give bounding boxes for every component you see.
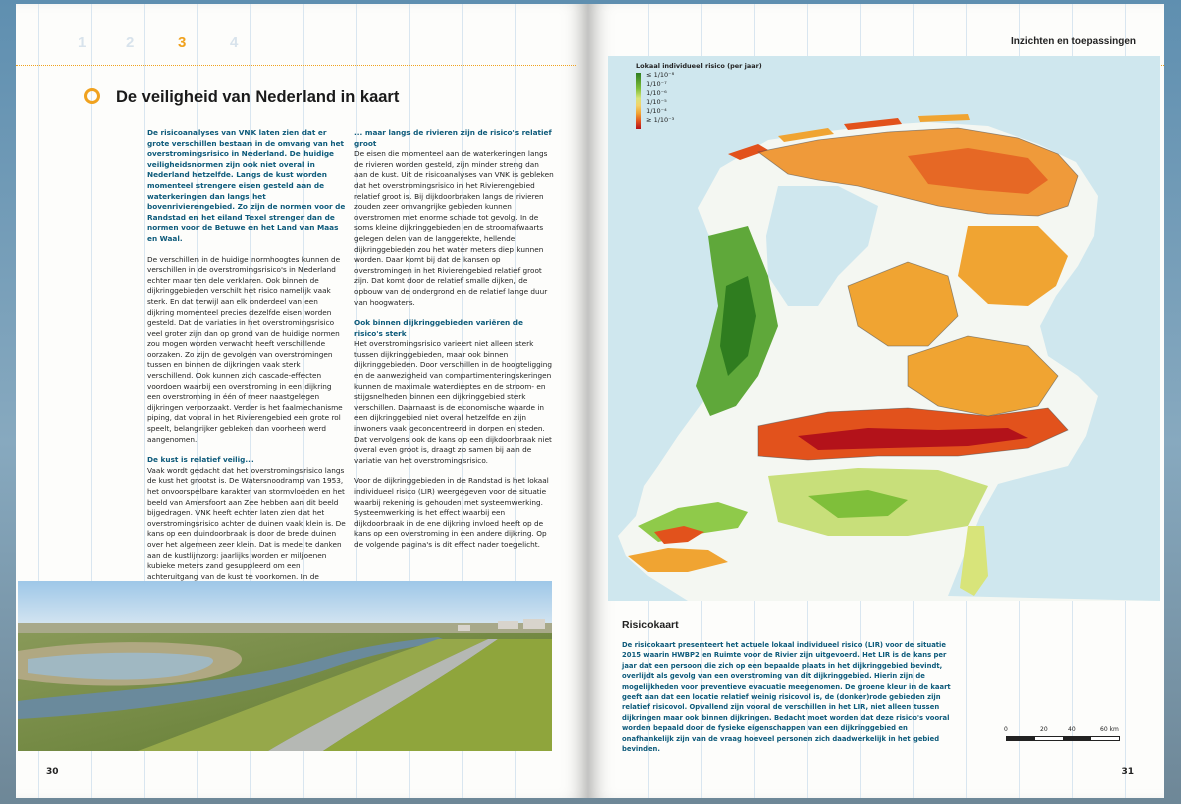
lead-paragraph: De risicoanalyses van VNK laten zien dat er grote verschillen bestaan in de omvang van het overstromingsrisico in Nederland. De huidige veiligheidsnormen zijn ook niet overal in Nederland hetzelfde. Langs de kust worden momenteel strengere eisen gesteld aan de waterkeringen dan langs het bovenrivierengebied. Zo zijn de normen voor de Randstad en het eiland Texel strenger dan de normen voor de Betuwe en het Land van Maas en Waal. [147,128,346,243]
left-page [16,4,588,798]
body-paragraph: Het overstromingsrisico varieert niet alleen sterk tussen dijkringgebieden, maar ook binnen dijkringgebieden. Door verschillen in de hoogteligging en de aanwezigheid van compartimenteringskeringen kunnen de maximale waterdieptes en de stroom- en stijgsnelheden binnen een dijkringgebied sterk verschillen. Daarnaast is de economische waarde in een dijkringgebied niet overal hetzelfde en zijn inwoners vaak geconcentreerd in dorpen en steden. Dat vervolgens ook de kans op een dijkdoorbraak niet overal even groot is, draagt zo samen bij aan de variatie van het overstromingsrisico. [354,339,553,465]
page-number: 31 [1121,767,1134,777]
section-title: Risicokaart [622,619,679,631]
legend-tick: 1/10⁻⁶ [646,89,667,97]
legend-tick: ≥ 1/10⁻³ [646,116,675,124]
legend-title: Lokaal individueel risico (per jaar) [636,62,762,70]
page-number: 30 [46,767,59,777]
page-title: De veiligheid van Nederland in kaart [116,88,400,106]
chapter-number: 4 [230,34,239,51]
text-column-1 [147,128,347,635]
chapter-number-active: 3 [178,34,187,51]
section-header: Inzichten en toepassingen [1010,36,1136,47]
chapter-number: 1 [78,34,87,51]
legend-tick: 1/10⁻⁴ [646,107,667,115]
body-paragraph: De eisen die momenteel aan de waterkeringen langs de rivieren worden gesteld, zijn minder streng dan aan de kust. Uit de risicoanalyses van VNK is gebleken dat het overstromingsrisico in het Rivierengebied relatief groot is. Bij dijkdoorbraken langs de rivieren zouden zeer omvangrijke gebieden kunnen overstromen met enorme schade tot gevolg. In de soms kleine dijkringgebieden en de stroomafwaarts gelegen delen van de langgerekte, hellende dijkringgebieden zou het water meters diep kunnen worden. Daar komt bij dat de kansen op overstromingen in het Rivierengebied relatief groot zijn. Dat komt door de relatief smalle dijken, de opbouw van de ondergrond en de relatief lange duur van hoogwaters. [354,149,554,307]
legend-color-bar [636,73,641,129]
legend-tick: 1/10⁻⁷ [646,80,667,88]
scale-label: 60 km [1100,726,1119,733]
scale-label: 20 [1040,726,1048,733]
right-page [588,4,1164,798]
legend-tick: ≤ 1/10⁻⁸ [646,71,675,79]
chapter-number: 2 [126,34,135,51]
landscape-photo [18,581,552,751]
body-paragraph: Voor de dijkringgebieden in de Randstad is het lokaal individueel risico (LIR) weergegeven voor de situatie waarbij rekening is gehouden met systeemwerking. Systeemwerking is het effect waarbij een dijkdoorbraak in de ene dijkring invloed heeft op de kans op een overstroming in een andere dijkring. Op de volgende pagina's is dit effect nader toegelicht. [354,476,549,549]
scale-label: 40 [1068,726,1076,733]
risk-map [608,56,1160,601]
text-column-2 [354,128,554,561]
map-legend [636,62,762,129]
legend-tick: 1/10⁻⁵ [646,98,667,106]
title-ring-icon [84,88,100,104]
subheading: Ook binnen dijkringgebieden variëren de risico's sterk [354,318,523,338]
body-paragraph: De verschillen in de huidige normhoogtes kunnen de verschillen in de overstromingsrisico's in Nederland echter maar ten dele verklaren. Ook binnen de dijkringgebieden verschilt het risico namelijk vaak sterk. En dat terwijl aan elk onderdeel van een dijkring momenteel precies dezelfde eisen worden gesteld. Dat de variaties in het overstromingsrisico veel groter zijn dan op grond van de huidige normen zou mogen worden verwacht heeft verschillende oorzaken. Zo zijn de gevolgen van overstromingen tussen en binnen de dijkringen vaak sterk verschillend. Ook kunnen zich cascade-effecten voordoen waarbij een overstroming in een dijkring een overstroming in één of meer naastgelegen dijkringen veroorzaakt. Verder is het faalmechanisme piping, dat vooral in het Rivierengebied een grote rol speelt, belangrijker gebleken dan voorheen werd aangenomen. [147,254,343,444]
body-paragraph: Vaak wordt gedacht dat het overstromingsrisico langs de kust het grootst is. De Watersnoodramp van 1953, het onvoorspelbare karakter van stormvloeden en het beeld van Amersfoort aan Zee hebben aan dit beeld bijgedragen. VNK heeft echter laten zien dat het overstromingsrisico achter de duinen vaak klein is. De kans op een duindoorbraak is door de brede duinen over het algemeen zeer klein. Dat is mede te danken aan de kustlijnzorg: jaarlijks worden er miljoenen kubieke meters zand gesuppleerd om een achteruitgang van de kust te voorkomen. In de [147,465,346,581]
header-divider [16,65,576,66]
section-text: De risicokaart presenteert het actuele lokaal individueel risico (LIR) voor de situatie 2015 waarin HWBP2 en Ruimte voor de Rivier zijn uitgevoerd. Het LIR is de kans per jaar dat een persoon die zich op een bepaalde plaats in het dijkringgebied bevindt, overlijdt als gevolg van een overstroming van dit dijkringgebied. Hierin zijn de mogelijkheden voor preventieve evacuatie meegenomen. De groene kleur in de kaart geeft aan dat een locatie relatief weinig risicovol is, de (donker)rode gebieden zijn relatief risicovol. Opvallend zijn vooral de verschillen in het LIR, niet alleen tussen dijkringen maar ook binnen dijkringen. Bedacht moet worden dat deze risico's vooral worden bepaald door de fysieke eigenschappen van een dijkringgebied en onafhankelijk zijn van de vraag hoeveel personen zich daadwerkelijk in het gebied bevinden. [622,641,951,754]
scale-label: 0 [1004,726,1008,733]
subheading: ... maar langs de rivieren zijn de risico's relatief groot [354,128,552,148]
scale-bar-graphic [1006,736,1120,741]
subheading: De kust is relatief veilig... [147,455,254,465]
scale-bar [1004,726,1122,746]
